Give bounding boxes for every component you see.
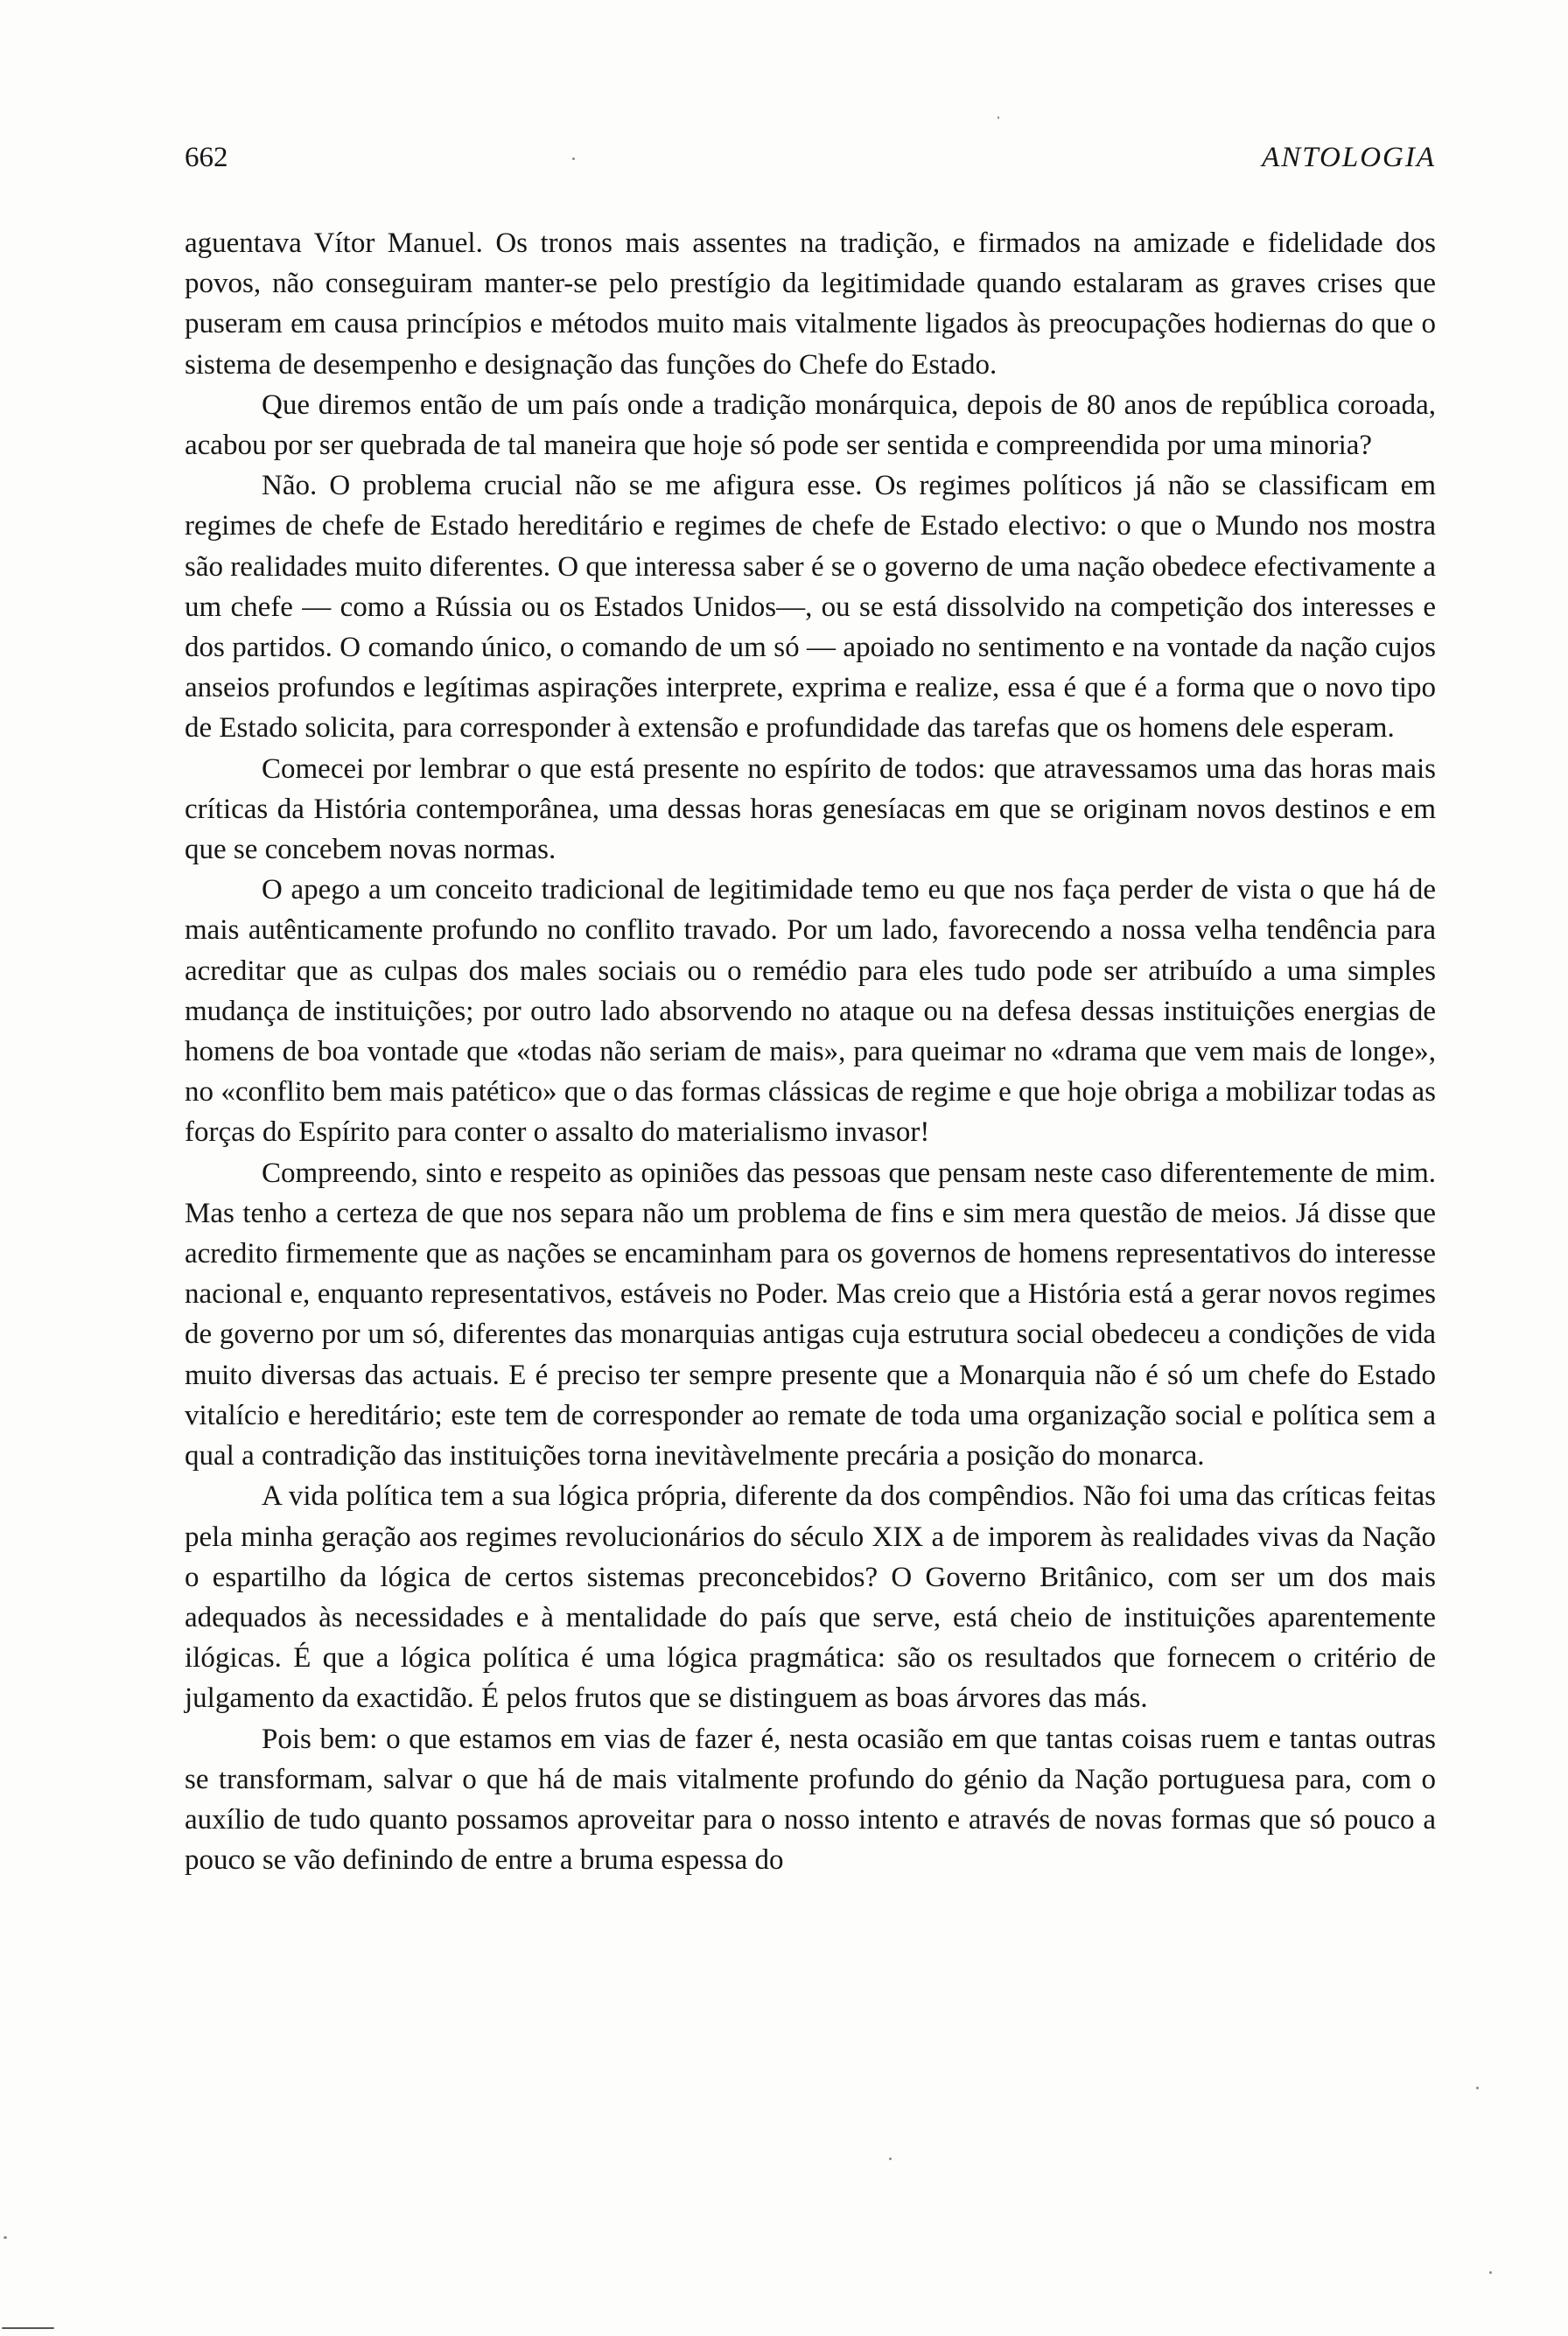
page-number: 662	[185, 142, 228, 173]
scan-speck	[1489, 2271, 1492, 2274]
scan-speck	[2, 2327, 54, 2329]
paragraph: A vida política tem a sua lógica própria, diferente da dos compêndios. Não foi uma das críticas feitas pela minha geração aos regimes revolucionários do século XIX a de imporem às realidades vivas da Nação o espartilho da lógica de certos sistemas preconcebidos? O Governo Britânico, com ser um dos mais adequados às necessidades e à mentalidade do país que serve, está cheio de instituições aparentemente ilógicas. É que a lógica política é uma lógica pragmática: são os resultados que fornecem o critério de julgamento da exactidão. É pelos frutos que se distinguem as boas árvores das más.	[185, 1480, 1436, 1715]
scan-speck	[572, 157, 575, 160]
book-page	[185, 143, 1436, 1880]
paragraph: Compreendo, sinto e respeito as opiniões das pessoas que pensam neste caso diferentemente de mim. Mas tenho a certeza de que nos separa não um problema de fins e sim mera questão de meios. Já disse que acredito firmemente que as nações se encaminham para os governos de homens representativos do interesse nacional e, enquanto representativos, estáveis no Poder. Mas creio que a História está a gerar novos regimes de governo por um só, diferentes das monarquias antigas cuja estrutura social obedeceu a condições de vida muito diversas das actuais. E é preciso ter sempre presente que a Monarquia não é só um chefe do Estado vitalício e hereditário; este tem de corresponder ao remate de toda uma organização social e política sem a qual a contradição das instituições torna inevitàvelmente precária a posição do monarca.	[185, 1157, 1436, 1472]
scan-speck	[998, 116, 999, 119]
paragraph: aguentava Vítor Manuel. Os tronos mais assentes na tradição, e firmados na amizade e fidelidade dos povos, não conseguiram manter-se pelo prestígio da legitimidade quando estalaram as graves crises que puseram em causa princípios e métodos muito mais vitalmente ligados às preocupações hodiernas do que o sistema de desempenho e designação das funções do Chefe do Estado.	[185, 227, 1436, 381]
running-head	[185, 143, 1436, 172]
paragraph: Pois bem: o que estamos em vias de fazer é, nesta ocasião em que tantas coisas ruem e tantas outras se transformam, salvar o que há de mais vitalmente profundo do génio da Nação portuguesa para, com o auxílio de tudo quanto possamos aproveitar para o nosso intento e através de novas formas que só pouco a pouco se vão definindo de entre a bruma espessa do	[185, 1723, 1436, 1877]
scan-speck	[4, 2236, 7, 2239]
scan-speck	[1476, 2087, 1479, 2089]
paragraph: Comecei por lembrar o que está presente no espírito de todos: que atravessamos uma das horas mais críticas da História contemporânea, uma dessas horas genesíacas em que se originam novos destinos e em que se concebem novas normas.	[185, 752, 1436, 866]
paragraph: Não. O problema crucial não se me afigura esse. Os regimes políticos já não se classificam em regimes de chefe de Estado hereditário e regimes de chefe de Estado electivo: o que o Mundo nos mostra são realidades muito diferentes. O que interessa saber é se o governo de uma nação obedece efectivamente a um chefe — como a Rússia ou os Estados Unidos—, ou se está dissolvido na competição dos interesses e dos partidos. O comando único, o comando de um só — apoiado no sentimento e na vontade da nação cujos anseios profundos e legítimas aspirações interprete, exprima e realize, essa é que é a forma que o novo tipo de Estado solicita, para corresponder à extensão e profundidade das tarefas que os homens dele esperam.	[185, 470, 1436, 745]
scan-speck	[889, 2158, 892, 2160]
paragraph: Que diremos então de um país onde a tradição monárquica, depois de 80 anos de república coroada, acabou por ser quebrada de tal maneira que hoje só pode ser sentida e compreendida por uma minoria?	[185, 388, 1436, 462]
body-text	[185, 223, 1436, 1880]
running-title: ANTOLOGIA	[1262, 142, 1436, 173]
paragraph: O apego a um conceito tradicional de legitimidade temo eu que nos faça perder de vista o que há de mais autênticamente profundo no conflito travado. Por um lado, favorecendo a nossa velha tendência para acreditar que as culpas dos males sociais ou o remédio para eles tudo pode ser atribuído a uma simples mudança de instituições; por outro lado absorvendo no ataque ou na defesa dessas instituições energias de homens de boa vontade que «todas não seriam de mais», para queimar no «drama que vem mais de longe», no «conflito bem mais patético» que o das formas clássicas de regime e que hoje obriga a mobilizar todas as forças do Espírito para conter o assalto do materialismo invasor!	[185, 874, 1436, 1149]
